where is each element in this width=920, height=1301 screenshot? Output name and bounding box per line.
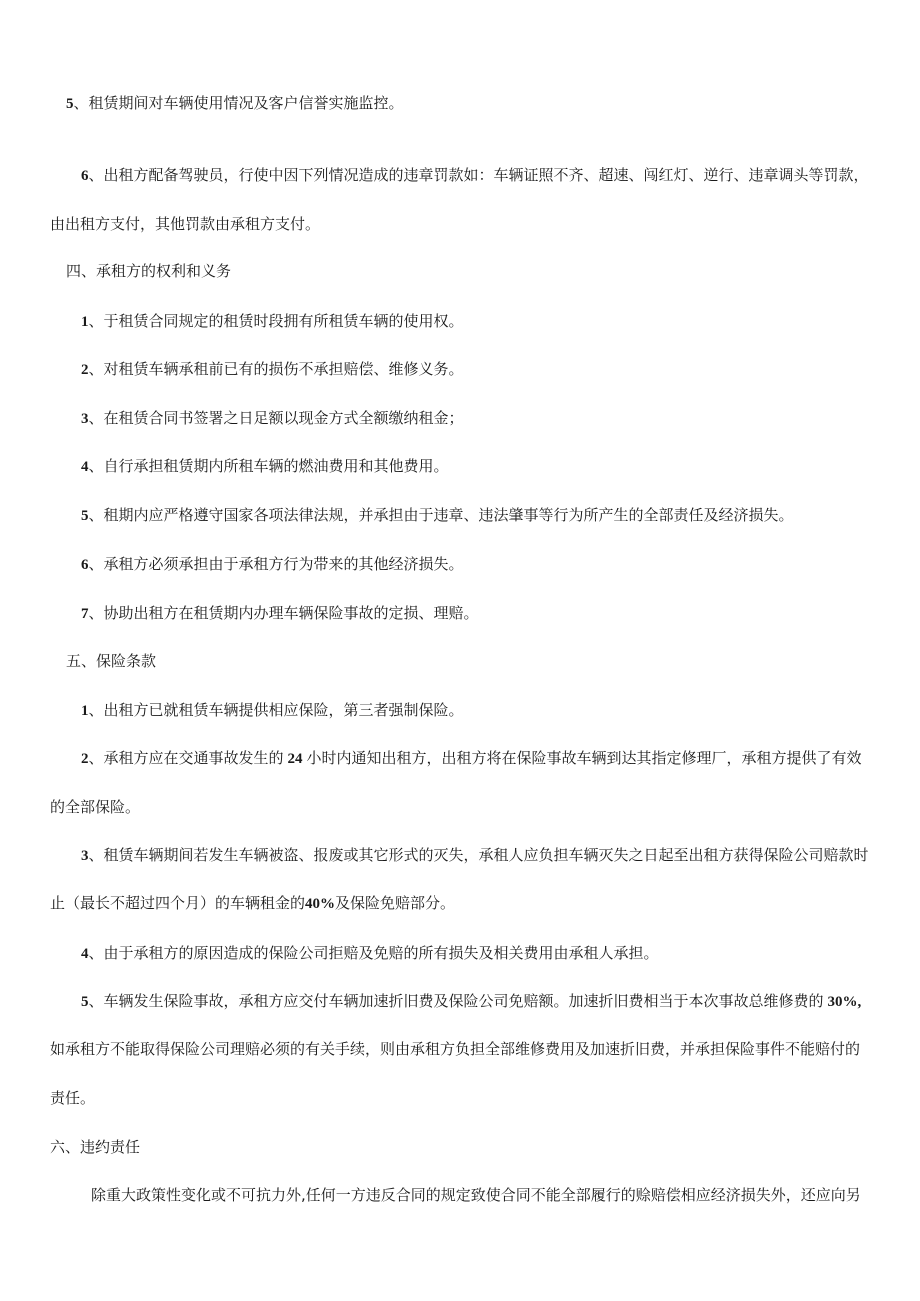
line-15 bbox=[50, 797, 140, 817]
line-19 bbox=[81, 991, 861, 1011]
item-number: 2 bbox=[81, 751, 89, 767]
heading-text: 六、违约责任 bbox=[50, 1138, 141, 1156]
line-17 bbox=[50, 893, 455, 913]
item-number: 2 bbox=[81, 362, 89, 378]
line-text-continued: 及保险免赔部分。 bbox=[335, 894, 456, 912]
line-21 bbox=[50, 1088, 95, 1108]
line-7 bbox=[81, 408, 464, 428]
line-14 bbox=[81, 748, 862, 768]
item-number: 3 bbox=[81, 848, 89, 864]
line-text: 、对租赁车辆承租前已有的损伤不承担赔偿、维修义务。 bbox=[88, 360, 464, 378]
line-13 bbox=[81, 700, 464, 720]
line-text: 、在租赁合同书签署之日足额以现金方式全额缴纳租金； bbox=[88, 409, 464, 427]
inline-number: 24 bbox=[287, 751, 303, 767]
line-text: 、租期内应严格遵守国家各项法律法规，并承担由于违章、违法肇事等行为所产生的全部责任及经济损失。 bbox=[88, 506, 794, 524]
heading-text: 五、保险条款 bbox=[66, 652, 157, 670]
line-6 bbox=[81, 359, 464, 379]
line-10 bbox=[81, 554, 464, 574]
item-number: 3 bbox=[81, 411, 89, 427]
line-11 bbox=[81, 603, 479, 623]
line-text: 的全部保险。 bbox=[50, 798, 141, 816]
section-heading-5 bbox=[66, 651, 156, 671]
line-1 bbox=[66, 93, 404, 113]
item-number: 5 bbox=[81, 994, 89, 1010]
line-3 bbox=[50, 214, 320, 234]
line-16 bbox=[81, 845, 869, 865]
line-text: 、协助出租方在租赁期内办理车辆保险事故的定损、理赔。 bbox=[88, 604, 479, 622]
item-number: 5 bbox=[81, 508, 89, 524]
inline-number: 30%, bbox=[827, 994, 862, 1010]
line-text: 、出租方配备驾驶员，行使中因下列情况造成的违章罚款如：车辆证照不齐、超速、闯红灯、逆行、违章调头等罚款， bbox=[88, 166, 869, 184]
section-heading-6 bbox=[50, 1137, 140, 1157]
line-text: 、承租方必须承担由于承租方行为带来的其他经济损失。 bbox=[88, 555, 464, 573]
item-number: 1 bbox=[81, 703, 89, 719]
item-number: 5 bbox=[66, 96, 74, 112]
line-text: 、于租赁合同规定的租赁时段拥有所租赁车辆的使用权。 bbox=[88, 312, 464, 330]
item-number: 6 bbox=[81, 557, 89, 573]
item-number: 4 bbox=[81, 946, 89, 962]
line-text: 、自行承担租赁期内所租车辆的燃油费用和其他费用。 bbox=[88, 457, 449, 475]
line-text: 、租赁期间对车辆使用情况及客户信誉实施监控。 bbox=[73, 94, 404, 112]
line-5 bbox=[81, 311, 464, 331]
line-text: 、出租方已就租赁车辆提供相应保险，第三者强制保险。 bbox=[88, 701, 464, 719]
line-text: 由出租方支付，其他罚款由承租方支付。 bbox=[50, 215, 321, 233]
line-20 bbox=[50, 1039, 860, 1059]
inline-number: 40% bbox=[305, 896, 336, 912]
line-text: 、车辆发生保险事故，承租方应交付车辆加速折旧费及保险公司免赔额。加速折旧费相当于本次事故总维修费的 bbox=[88, 992, 824, 1010]
line-8 bbox=[81, 456, 449, 476]
item-number: 7 bbox=[81, 606, 89, 622]
line-text: 如承租方不能取得保险公司理赔必须的有关手续，则由承租方负担全部维修费用及加速折旧费，并承担保险事件不能赔付的 bbox=[50, 1040, 861, 1058]
line-text-continued: 小时内通知出租方，出租方将在保险事故车辆到达其指定修理厂，承租方提供了有效 bbox=[306, 749, 862, 767]
line-text: 责任。 bbox=[50, 1089, 96, 1107]
line-23 bbox=[91, 1185, 861, 1205]
item-number: 1 bbox=[81, 314, 89, 330]
line-18 bbox=[81, 943, 659, 963]
item-number: 4 bbox=[81, 459, 89, 475]
line-text: 、租赁车辆期间若发生车辆被盗、报废或其它形式的灭失，承租人应负担车辆灭失之日起至出租方获得保险公司赔款时 bbox=[88, 846, 869, 864]
section-heading-4 bbox=[66, 261, 231, 281]
line-text: 止（最长不超过四个月）的车辆租金的 bbox=[50, 894, 306, 912]
line-text: 、由于承租方的原因造成的保险公司拒赔及免赔的所有损失及相关费用由承租人承担。 bbox=[88, 944, 659, 962]
item-number: 6 bbox=[81, 168, 89, 184]
heading-text: 四、承租方的权利和义务 bbox=[66, 262, 232, 280]
line-text: 、承租方应在交通事故发生的 bbox=[88, 749, 284, 767]
line-text: 除重大政策性变化或不可抗力外,任何一方违反合同的规定致使合同不能全部履行的赊赔偿相应经济损失外，还应向另 bbox=[91, 1186, 861, 1204]
line-9 bbox=[81, 505, 794, 525]
line-2 bbox=[81, 165, 869, 185]
